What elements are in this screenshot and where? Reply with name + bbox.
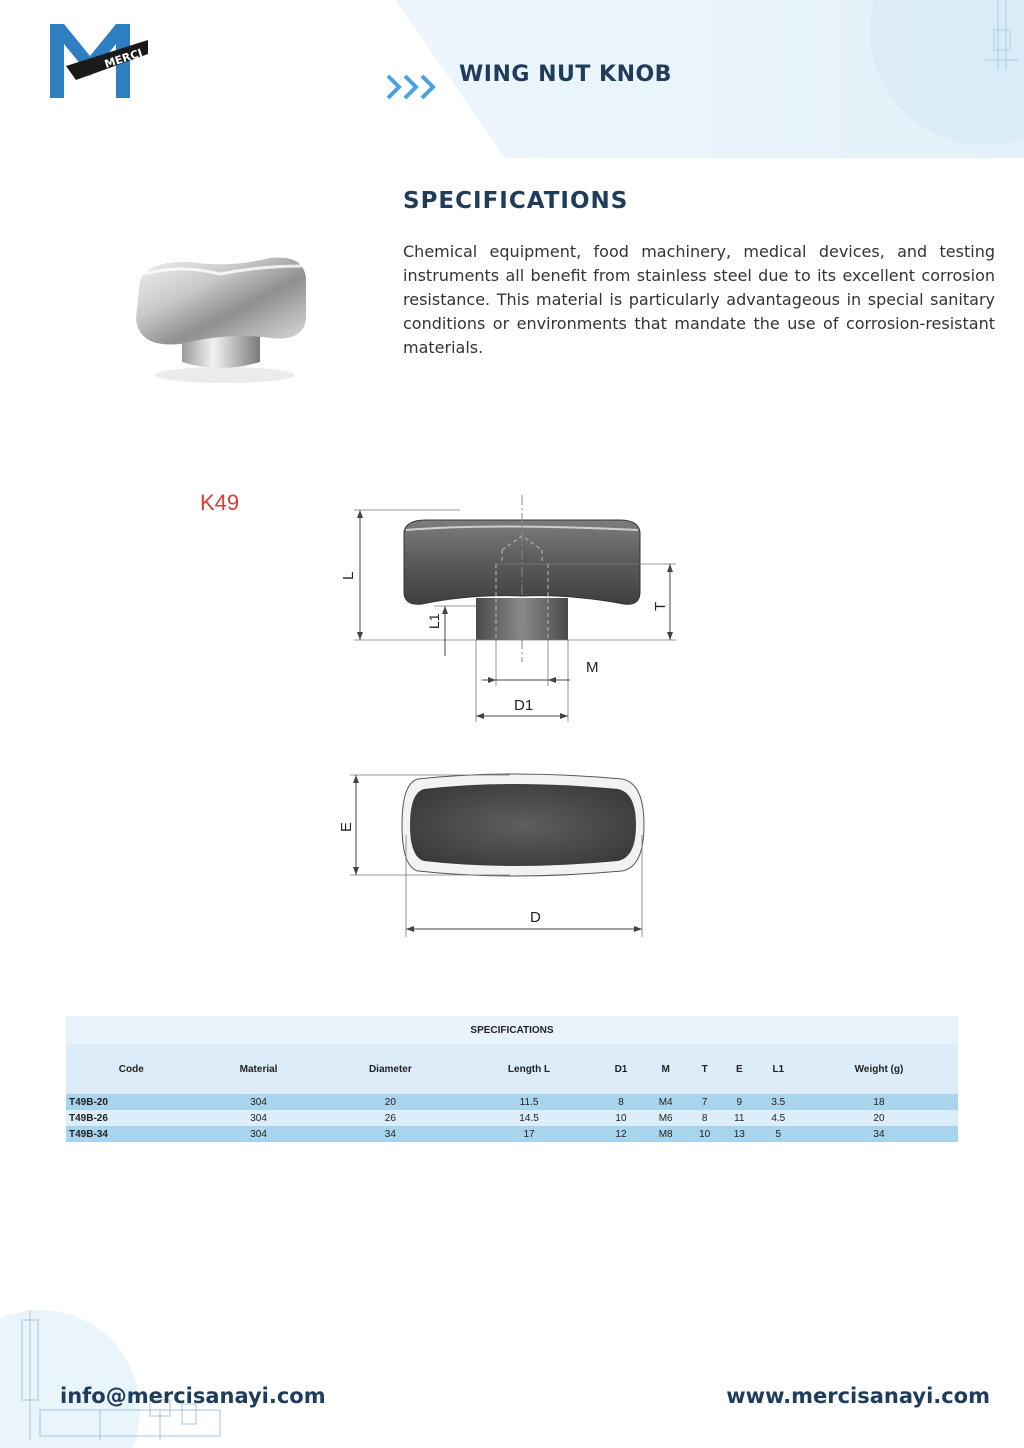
column-header: Material [197,1044,321,1094]
column-header: Diameter [321,1044,461,1094]
specifications-table [66,1016,958,1142]
dim-label-D1: D1 [514,697,534,714]
side-view-drawing [340,490,700,730]
column-header: M [644,1044,687,1094]
model-code: K49 [200,490,240,515]
table-cell: 8 [687,1110,722,1126]
dim-label-D: D [530,909,541,926]
table-title: SPECIFICATIONS [66,1016,958,1044]
table-cell: 20 [321,1094,461,1110]
table-cell: 11 [722,1110,757,1126]
table-cell: 34 [321,1126,461,1142]
specifications-description: Chemical equipment, food machinery, medical devices, and testing instruments all benefit from stainless steel due to its excellent corrosion resistance. This material is particularly advantageous in special sanitary conditions or environments that mandate the use of corrosion-resistant materials. [403,242,995,357]
table-cell: M6 [644,1110,687,1126]
table-cell: 4.5 [757,1110,800,1126]
table-cell: 10 [598,1110,644,1126]
dim-label-L: L [340,571,357,580]
column-header: Code [66,1044,197,1094]
top-view-drawing [340,765,660,945]
table-row [66,1110,958,1126]
table-cell: 304 [197,1094,321,1110]
table-cell: M4 [644,1094,687,1110]
product-photo [120,240,320,390]
table-cell: T49B-20 [66,1094,197,1110]
table-cell: 304 [197,1126,321,1142]
column-header: Length L [460,1044,598,1094]
table-cell: 8 [598,1094,644,1110]
table-cell: 10 [687,1126,722,1142]
table-row [66,1126,958,1142]
table-cell: 26 [321,1110,461,1126]
column-header: E [722,1044,757,1094]
dim-label-E: E [338,821,355,832]
column-header: Weight (g) [800,1044,958,1094]
column-header: L1 [757,1044,800,1094]
specifications-heading: SPECIFICATIONS [403,188,629,214]
table-cell: 18 [800,1094,958,1110]
table-cell: 20 [800,1110,958,1126]
table-cell: 5 [757,1126,800,1142]
page-title: WING NUT KNOB [459,62,672,87]
table-cell: M8 [644,1126,687,1142]
table-cell: 14.5 [460,1110,598,1126]
email-link[interactable]: info@mercisanayi.com [60,1384,326,1408]
footer-blueprint-decoration [0,1300,240,1448]
column-header: D1 [598,1044,644,1094]
table-cell: 13 [722,1126,757,1142]
table-cell: T49B-34 [66,1126,197,1142]
table-cell: 3.5 [757,1094,800,1110]
merci-logo [46,18,156,102]
dim-label-M: M [586,659,599,676]
column-header: T [687,1044,722,1094]
table-cell: 9 [722,1094,757,1110]
dim-label-T: T [652,601,669,611]
website-link[interactable]: www.mercisanayi.com [726,1384,990,1408]
table-cell: 34 [800,1126,958,1142]
table-cell: 304 [197,1110,321,1126]
table-cell: 12 [598,1126,644,1142]
chevron-arrows-icon [385,70,441,104]
table-row [66,1094,958,1110]
table-cell: 17 [460,1126,598,1142]
table-cell: 7 [687,1094,722,1110]
dim-label-L1: L1 [426,613,442,629]
table-cell: 11.5 [460,1094,598,1110]
table-cell: T49B-26 [66,1110,197,1126]
svg-text:MERCI: MERCI [102,46,145,71]
